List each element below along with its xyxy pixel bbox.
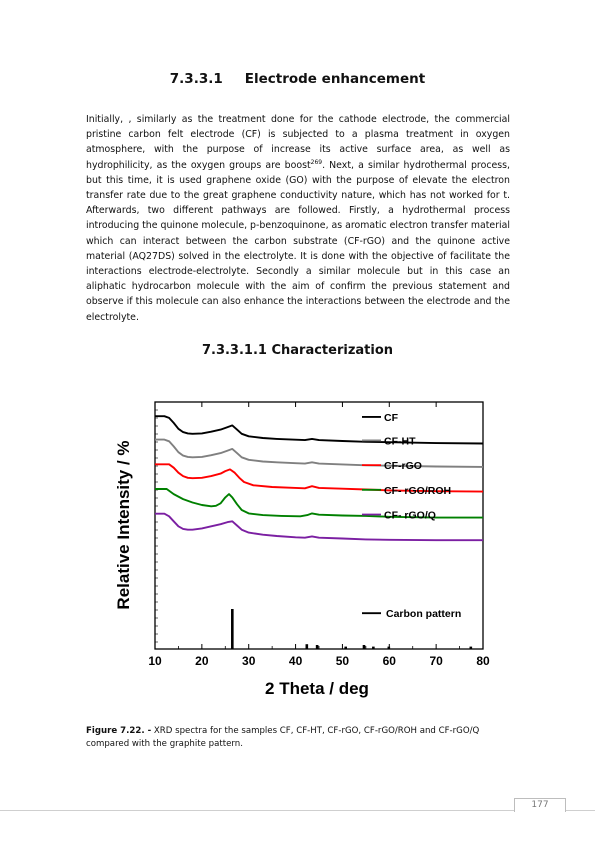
legend-label: CF-HT — [384, 435, 416, 448]
x-tick-label: 60 — [382, 654, 396, 668]
paragraph-text-1: Initially, , similarly as the treatment done for the cathode electrode, the commercial pristine carbon felt electrode (CF) is subjected to a plasma treatment in oxygen atmosphere, with the purpose of increase its active surface area, as well as hydrophilicity, as the oxygen groups are boost — [86, 114, 510, 171]
footer-rule — [0, 810, 595, 811]
xrd-figure — [112, 395, 492, 709]
citation-ref[interactable]: 269 — [310, 158, 323, 166]
x-tick-label: 50 — [335, 654, 350, 668]
x-axis-label: 2 Theta / deg — [265, 679, 369, 698]
series-line-0 — [155, 416, 483, 443]
x-tick-label: 80 — [476, 654, 490, 668]
figure-caption — [86, 725, 516, 751]
body-paragraph — [86, 112, 510, 325]
legend-label: CF — [384, 411, 398, 424]
x-tick-label: 10 — [148, 654, 162, 668]
paragraph-text-2: . Next, a similar hydrothermal process, but this time, it is used graphene oxide (GO) with the purpose of elevate the electron transfer rate due to the great graphene conductivity nature, which has not worked for t. Afterwards, two different pathways are followed. Firstly, a hydrothermal process introducing the quinone molecule, p-benzoquinone, as aromatic electron transfer material which can interact between the carbon substrate (CF-rGO) and the quinone active material (AQ27DS) solved in the electrolyte. It is done with the objective of facilitate the interactions electrode-electrolyte. Secondly a similar molecule but in this case an aliphatic hydrocarbon molecule with the aim of confirm the previous statement and observe if this molecule can also enhance the interactions between the electrode and the electrolyte. — [86, 159, 510, 323]
caption-text: XRD spectra for the samples CF, CF-HT, CF-rGO, CF-rGO/ROH and CF-rGO/Q compared with the graphite pattern. — [86, 726, 480, 749]
subsection-title: 7.3.3.1.1 Characterization — [201, 343, 394, 358]
legend-label: CF- rGO/ROH — [384, 484, 452, 497]
x-tick-label: 30 — [242, 654, 256, 668]
legend-label: CF-rGO — [384, 460, 422, 473]
section-title: Electrode enhancement — [244, 71, 426, 87]
y-axis-label: Relative Intensity / % — [114, 440, 133, 610]
series-layer — [155, 416, 483, 540]
section-number: 7.3.3.1 — [169, 71, 223, 87]
caption-label: Figure 7.22. - — [86, 726, 152, 736]
x-tick-label: 70 — [429, 654, 443, 668]
x-tick-label: 20 — [195, 654, 209, 668]
legend-label: Carbon pattern — [386, 608, 462, 621]
legend-label: CF- rGO/Q — [384, 509, 436, 522]
xrd-chart — [112, 395, 492, 705]
chart-axes — [148, 402, 490, 668]
x-tick-label: 40 — [288, 654, 303, 668]
section-heading — [0, 71, 595, 87]
page-number-box — [514, 798, 566, 812]
page-number: 177 — [531, 800, 549, 810]
